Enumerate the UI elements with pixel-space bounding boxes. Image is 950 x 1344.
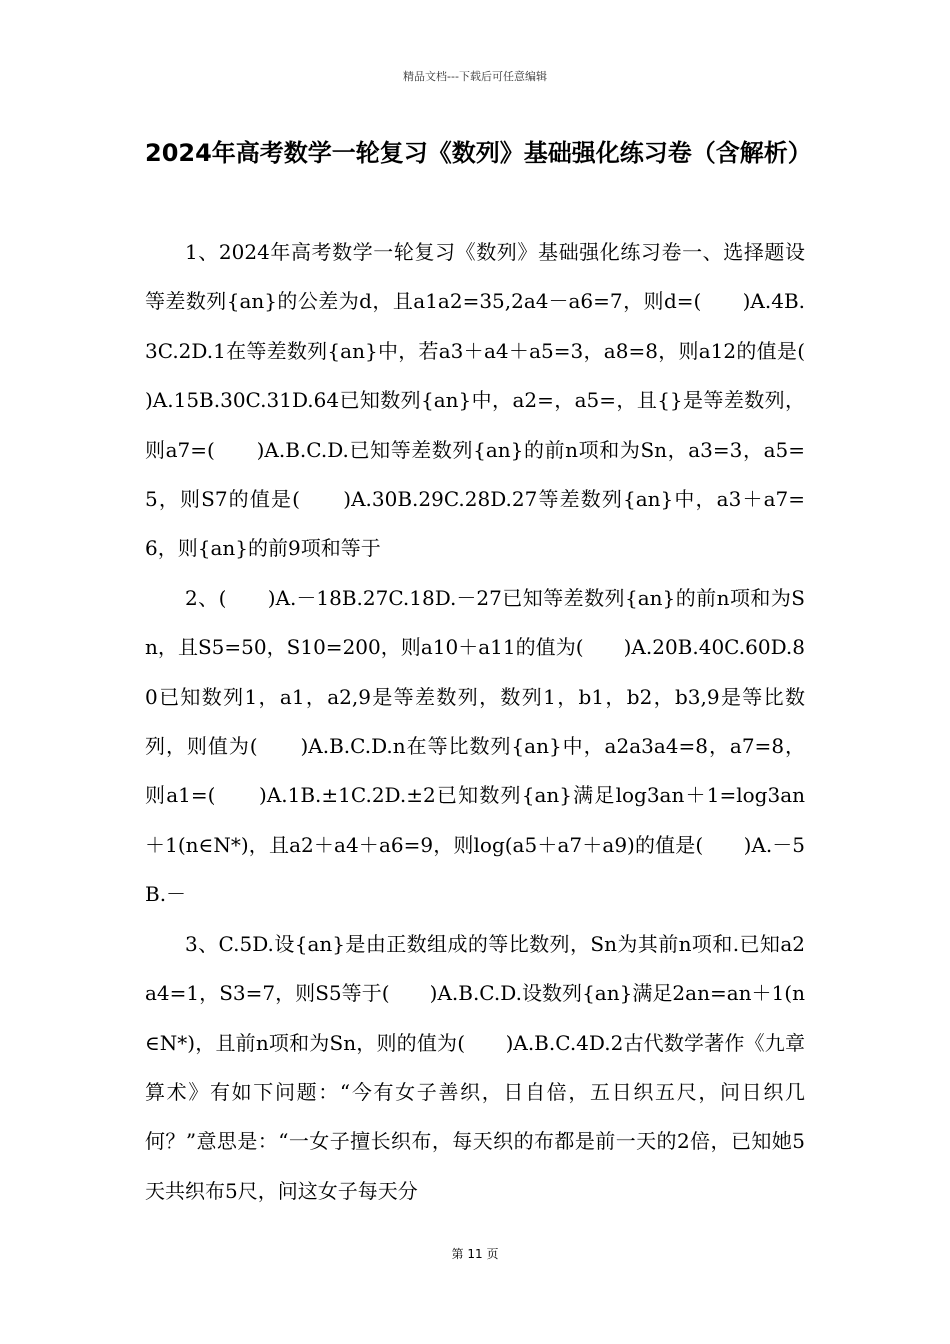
document-title: 2024年高考数学一轮复习《数列》基础强化练习卷（含解析） [145,139,812,167]
page-header: 精品文档---下载后可任意编辑 [403,70,547,83]
document-body [145,228,845,1216]
page-number: 第 11 页 [451,1247,499,1261]
paragraph-1: 1、2024年高考数学一轮复习《数列》基础强化练习卷一、选择题设等差数列{an}的公差为d，且a1a2=35,2a4－a6=7，则d=( )A.4B.3C.2D.1在等差数列{an}中，若a3＋a4＋a5=3，a8=8，则a12的值是( )A.15B.30C.31D.64已知数列{an}中，a2=，a5=，且{}是等差数列，则a7=( )A.B.C.D.已知等差数列{an}的前n项和为Sn，a3=3，a5=5，则S7的值是( )A.30B.29C.28D.27等差数列{an}中，a3＋a7=6，则{an}的前9项和等于 [145,240,845,561]
paragraph-3: 3、C.5D.设{an}是由正数组成的等比数列，Sn为其前n项和.已知a2a4=1，S3=7，则S5等于( )A.B.C.D.设数列{an}满足2an=an＋1(n∈N*)，且前n项和为Sn，则的值为( )A.B.C.4D.2古代数学著作《九章算术》有如下问题：“今有女子善织，日自倍，五日织五尺，问日织几何？”意思是：“一女子擅长织布，每天织的布都是前一天的2倍，已知她5天共织布5尺，问这女子每天分 [145,931,805,1203]
paragraph-2: 2、( )A.－18B.27C.18D.－27已知等差数列{an}的前n项和为Sn，且S5=50，S10=200，则a10＋a11的值为( )A.20B.40C.60D.80已知数列1，a1，a2,9是等差数列，数列1，b1，b2，b3,9是等比数列，则值为( )A.B.C.D.n在等比数列{an}中，a2a3a4=8，a7=8，则a1=( )A.1B.±1C.2D.±2已知数列{an}满足log3an＋1=log3an＋1(n∈N*)，且a2＋a4＋a6=9，则log(a5＋a7＋a9)的值是( )A.－5B.－ [145,585,805,907]
